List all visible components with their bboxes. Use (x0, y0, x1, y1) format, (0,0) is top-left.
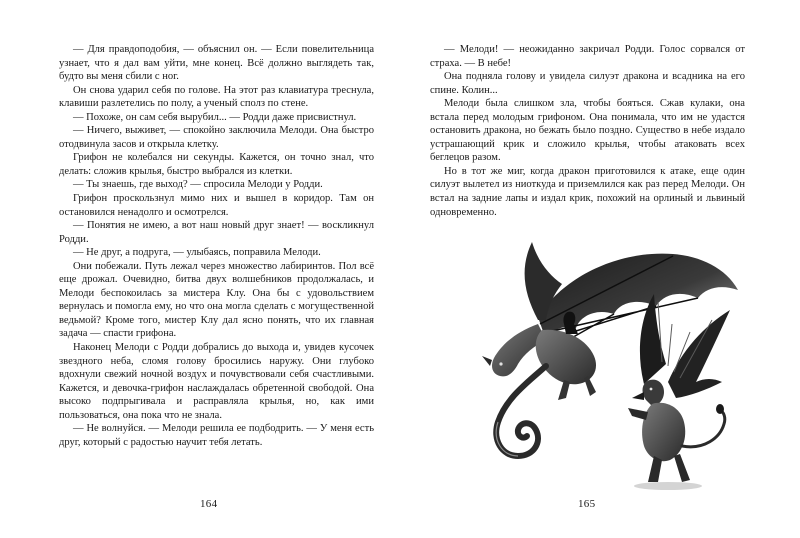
paragraph: — Мелоди! — неожиданно закричал Родди. Голос сорвался от страха. — В небе! (430, 44, 745, 69)
griffin-body (642, 403, 685, 461)
griffin-head (643, 380, 664, 406)
page-number-right: 165 (578, 498, 596, 510)
paragraph: — Для правдоподобия, — объяснил он. — Если повелительница узнает, что я дал вам уйти, мне конец. Всё должно выглядеть так, будто вы меня сбили с ног. (59, 44, 374, 83)
paragraph: Они побежали. Путь лежал через множество лабиринтов. Пол всё еще дрожал. Очевидно, битва двух волшебников продолжалась, и Мелоди беспокоилась за мистера Клу. Она бы с удовольствием вернулась и помогла ему, но что она могла сделать с могущественной ведьмой? Кроме того, мистер Клу дал ясно понять, что их главная задача — спасти грифона. (59, 260, 374, 340)
dragon-body (536, 330, 596, 385)
paragraph: Наконец Мелоди с Родди добрались до выхода и, увидев кусочек звездного неба, сломя голову бросились наружу. Они глубоко вдохнули свежий ночной воздух и почувствовали себя счастливыми. Кажется, и девочка-грифон наслаждалась обретенной свободой. Она высоко подпрыгивала и расправляла крылья, но, как ими пользоваться, она пока что не знала. (59, 342, 374, 421)
griffin-wing-right (668, 310, 730, 398)
dragon-tail (496, 366, 546, 456)
paragraph: — Ничего, выживет, — спокойно заключила Мелоди. Она быстро отодвинула засов и открыла клетку. (59, 125, 374, 150)
paragraph: Но в тот же миг, когда дракон приготовился к атаке, еще один силуэт вылетел из ниоткуда и приземлился как раз перед Мелоди. Он встал на задние лапы и издал крик, похожий на орлиный и львиный одновременно. (430, 165, 745, 218)
paragraph: — Не друг, а подруга, — улыбаясь, поправила Мелоди. (73, 247, 321, 259)
paragraph: — Не волнуйся. — Мелоди решила ее подбодрить. — У меня есть друг, который с радостью научит тебя летать. (59, 423, 374, 448)
paragraph: — Ты знаешь, где выход? — спросила Мелоди у Родди. (73, 179, 323, 191)
paragraph: — Понятия не имею, а вот наш новый друг знает! — воскликнул Родди. (59, 220, 374, 245)
paragraph: Он снова ударил себя по голове. На этот раз клавиатура треснула, клавиши разлетелись по полу, а ученый сполз по стене. (59, 84, 374, 110)
paragraph: Она подняла голову и увидела силуэт дракона и всадника на его спине. Колин... (430, 71, 745, 96)
right-page-text (430, 43, 745, 219)
paragraph: Грифон не колебался ни секунды. Кажется, он точно знал, что делать: сложив крылья, быстро выбрался из клетки. (59, 152, 374, 177)
griffin-tail (682, 410, 725, 447)
dragon-griffin-illustration (468, 232, 738, 497)
left-page-text (59, 43, 374, 449)
griffin-wing-left (640, 294, 666, 384)
paragraph: — Похоже, он сам себя вырубил... — Родди даже присвистнул. (73, 111, 357, 123)
page-number-left: 164 (200, 498, 218, 510)
paragraph: Грифон проскользнул мимо них и вышел в коридор. Там он остановился ненадолго и осмотрелся. (59, 193, 374, 218)
paragraph: Мелоди была слишком зла, чтобы бояться. Сжав кулаки, она встала перед молодым грифоном. Она понимала, что им не удастся остановить дракона, но бежать было поздно. Существо в небе издало устрашающий крик и сложило крылья, чтобы атаковать всех беглецов разом. (430, 98, 745, 164)
